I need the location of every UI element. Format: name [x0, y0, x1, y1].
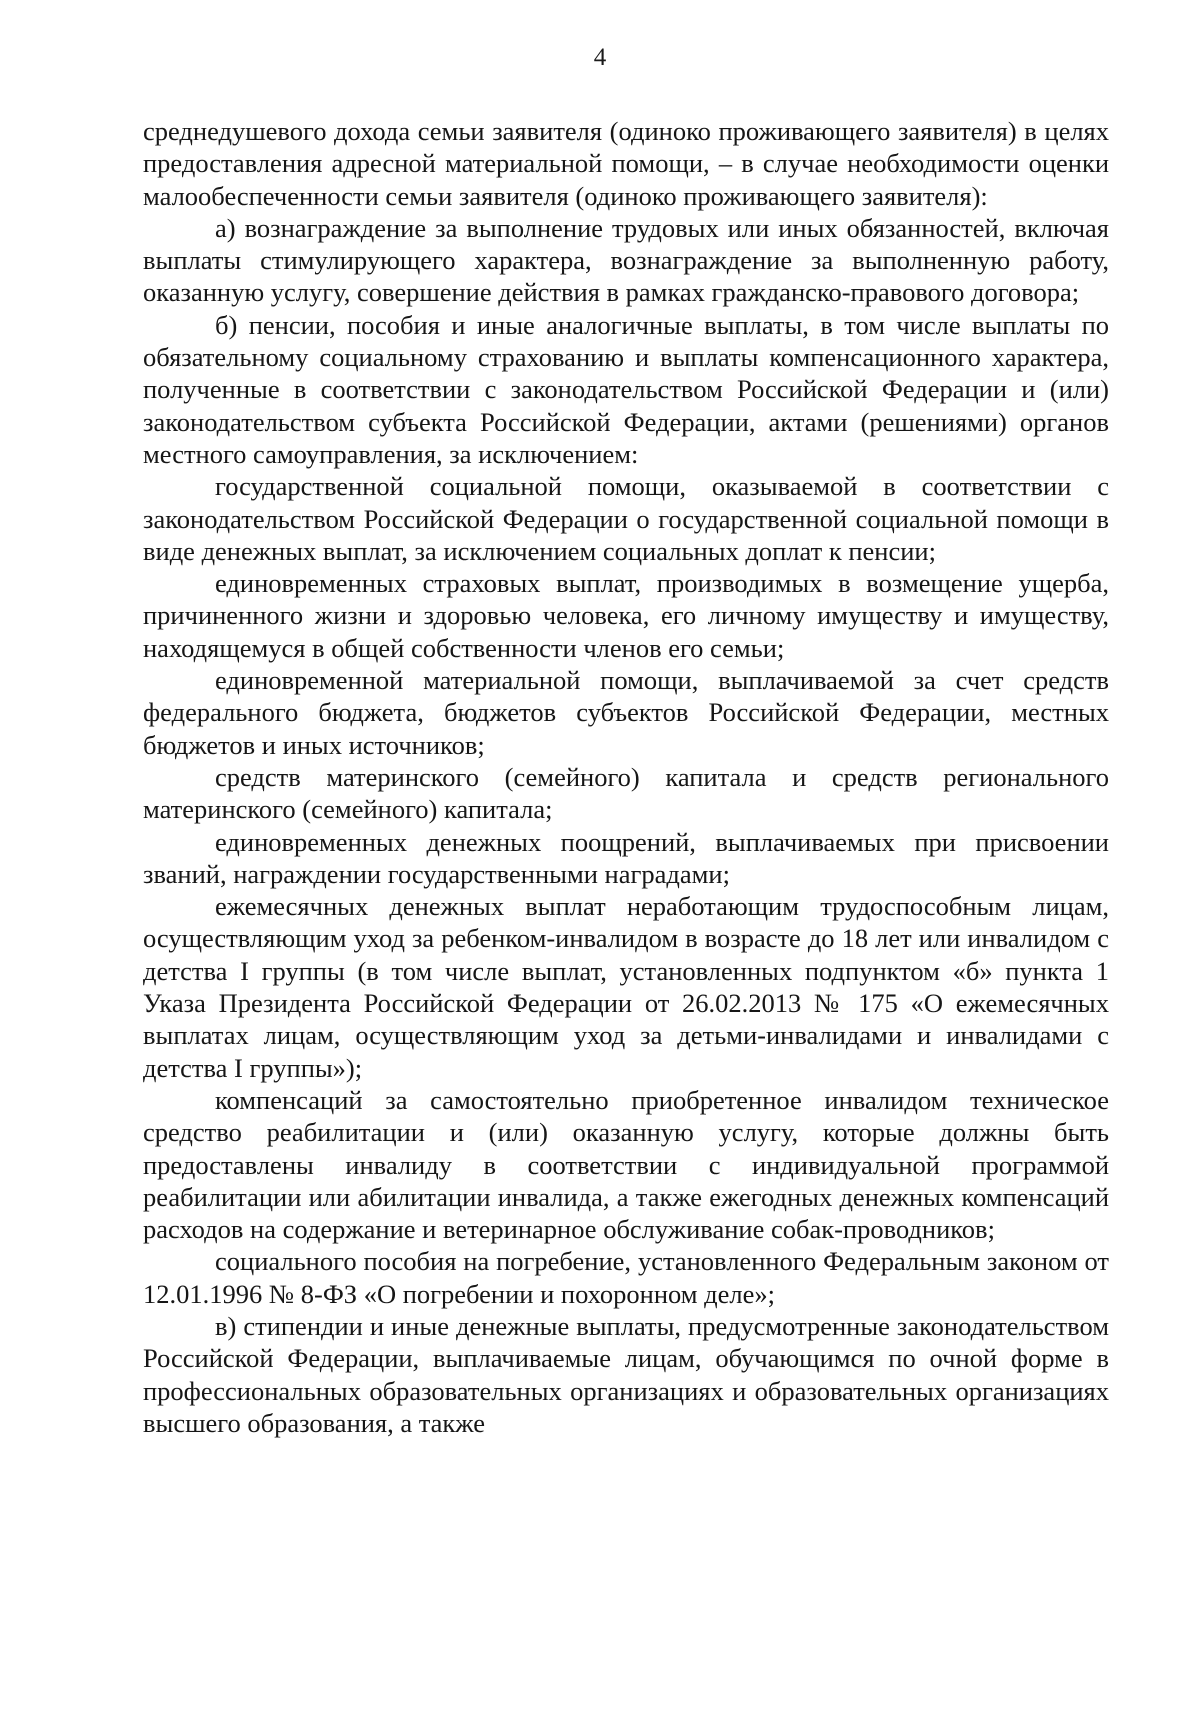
paragraph-exclusion-funeral: социального пособия на погребение, установленного Федеральным законом от 12.01.1996 № 8-ФЗ «О погребении и похоронном деле»;	[143, 1246, 1109, 1309]
paragraph-intro: среднедушевого дохода семьи заявителя (одиноко проживающего заявителя) в целях предоставления адресной материальной помощи, – в случае необходимости оценки малообеспеченности семьи заявителя (одиноко проживающего заявителя):	[143, 116, 1109, 211]
paragraph-exclusion-awards: единовременных денежных поощрений, выплачиваемых при присвоении званий, награждении государственными наградами;	[143, 826, 1109, 889]
paragraph-exclusion-maternity-capital: средств материнского (семейного) капитала и средств регионального материнского (семейного) капитала;	[143, 761, 1109, 825]
paragraph-item-a: а) вознаграждение за выполнение трудовых или иных обязанностей, включая выплаты стимулирующего характера, вознаграждение за выполненную работу, оказанную услугу, совершение действия в рамках гражданско-правового договора;	[143, 212, 1109, 308]
paragraph-exclusion-state-aid: государственной социальной помощи, оказываемой в соответствии с законодательством Российской Федерации о государственной социальной помощи в виде денежных выплат, за исключением социальных доплат к пенсии;	[143, 471, 1109, 566]
paragraph-exclusion-insurance: единовременных страховых выплат, производимых в возмещение ущерба, причиненного жизни и здоровью человека, его личному имуществу и имуществу, находящемуся в общей собственности членов его семьи;	[143, 568, 1109, 663]
document-body	[143, 115, 1109, 1439]
paragraph-exclusion-caregiver-payments: ежемесячных денежных выплат неработающим трудоспособным лицам, осуществляющим уход за ребенком-инвалидом в возрасте до 18 лет или инвалидом с детства I группы (в том числе выплат, установленных подпунктом «б» пункта 1 Указа Президента Российской Федерации от 26.02.2013 № 175 «О ежемесячных выплатах лицам, осуществляющим уход за детьми-инвалидами и инвалидами с детства I группы»);	[143, 891, 1109, 1083]
paragraph-item-v: в) стипендии и иные денежные выплаты, предусмотренные законодательством Российской Федерации, выплачиваемые лицам, обучающимся по очной форме в профессиональных образовательных организациях и образовательных организациях высшего образования, а также	[143, 1310, 1109, 1438]
page-number: 4	[593, 44, 607, 71]
paragraph-exclusion-one-time-aid: единовременной материальной помощи, выплачиваемой за счет средств федерального бюджета, бюджетов субъектов Российской Федерации, местных бюджетов и иных источников;	[143, 665, 1109, 760]
paragraph-exclusion-rehabilitation: компенсаций за самостоятельно приобретенное инвалидом техническое средство реабилитации и (или) оказанную услугу, которые должны быть предоставлены инвалиду в соответствии с индивидуальной программой реабилитации или абилитации инвалида, а также ежегодных денежных компенсаций расходов на содержание и ветеринарное обслуживание собак-проводников;	[143, 1084, 1109, 1245]
paragraph-item-b: б) пенсии, пособия и иные аналогичные выплаты, в том числе выплаты по обязательному социальному страхованию и выплаты компенсационного характера, полученные в соответствии с законодательством Российской Федерации и (или) законодательством субъекта Российской Федерации, актами (решениями) органов местного самоуправления, за исключением:	[143, 309, 1109, 469]
